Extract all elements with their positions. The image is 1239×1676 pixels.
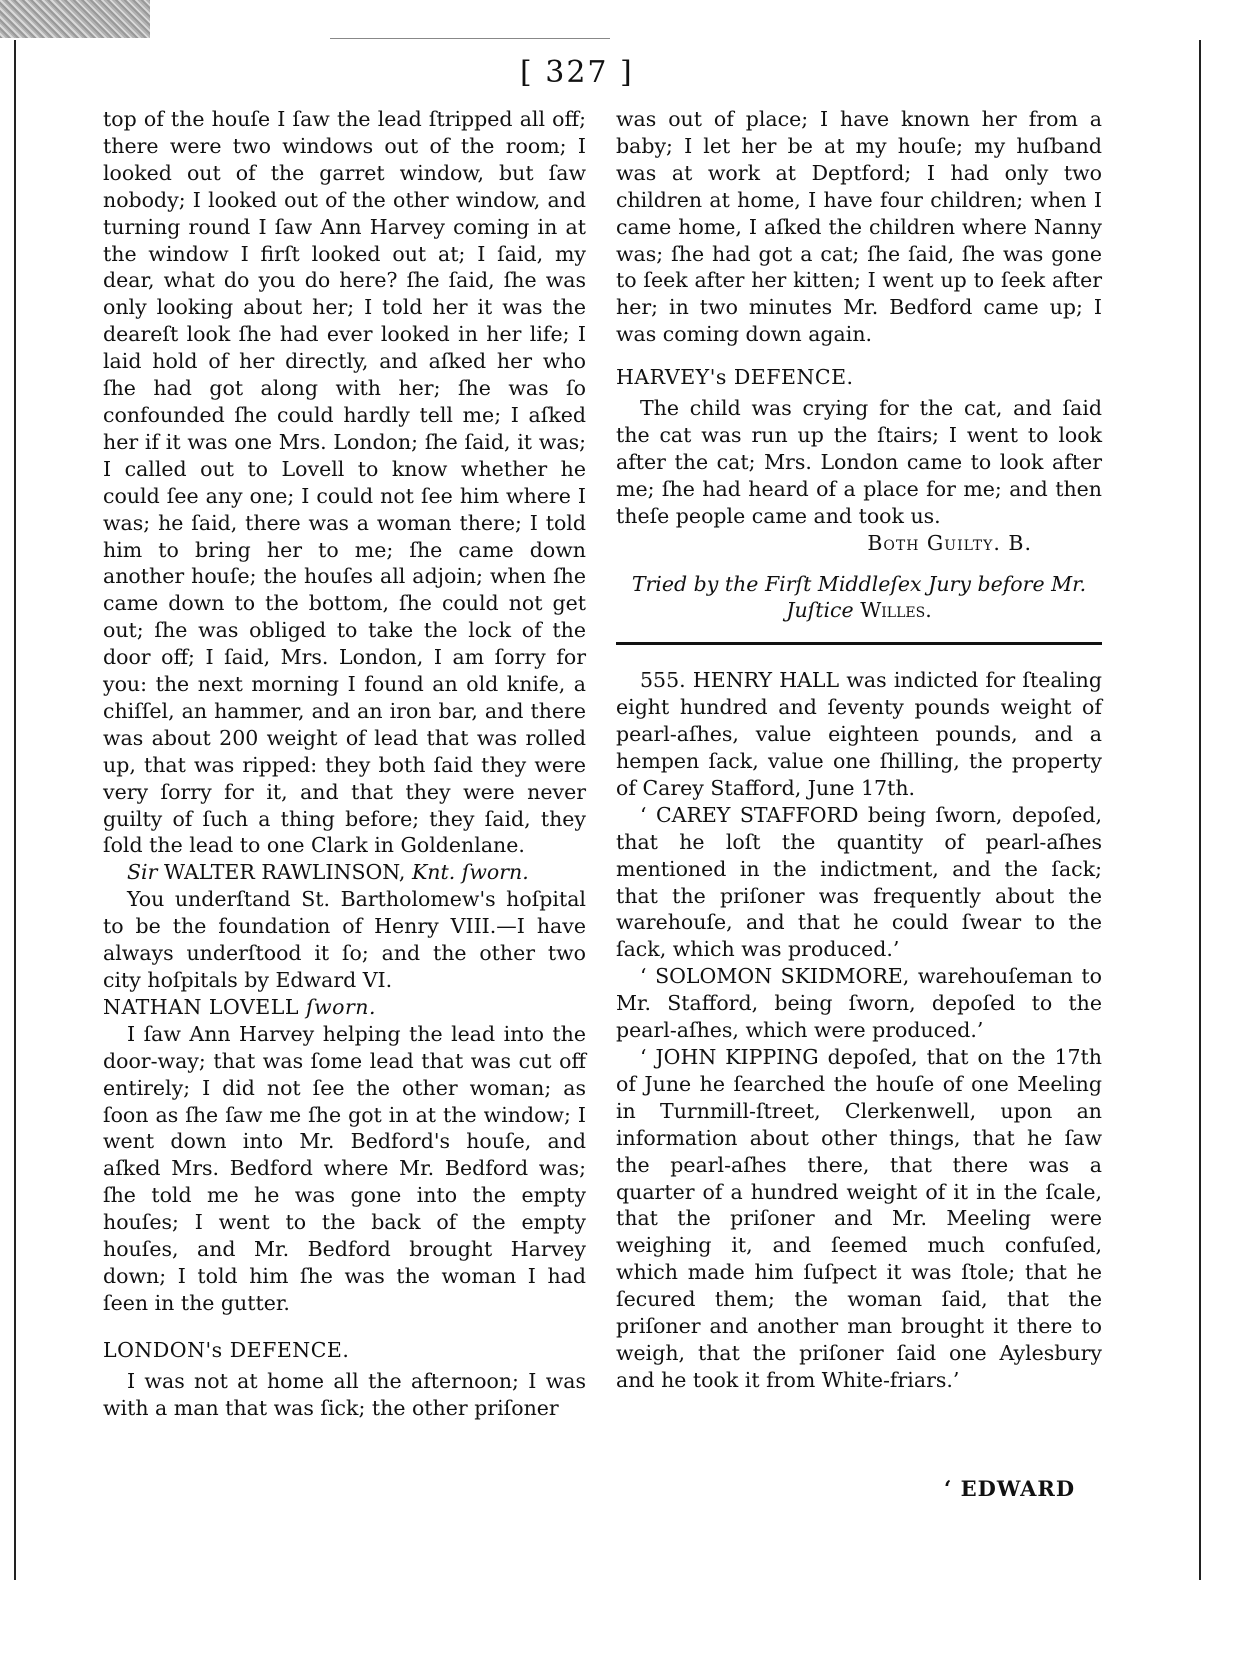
witness-sworn: Knt. ſworn.: [411, 860, 529, 885]
witness-testimony: You underſtand St. Bartholomew's hoſpital to be the foundation of Henry VIII.—I have always underſtood it ſo; and the other two city hoſpitals by Edward VI.: [103, 887, 586, 992]
deposition: ‘ SOLOMON SKIDMORE, warehouſeman to Mr. Stafford, being ſworn, depoſed to the pearl-aſhes, which were produced.’: [616, 964, 1102, 1043]
section-divider: [616, 642, 1102, 645]
witness-prefix: Sir: [127, 860, 158, 885]
witness-name: WALTER RAWLINSON,: [163, 860, 406, 885]
witness-heading: [103, 994, 586, 1021]
case-entry: [616, 667, 1102, 802]
deposition: ‘ JOHN KIPPING depoſed, that on the 17th of June he ſearched the houſe of one Meeling in Turnmill-ſtreet, Clerkenwell, upon an information about other things, that he ſaw the pearl-aſhes there, that there was a quarter of a hundred weight of it in the ſcale, that the priſoner and Mr. Meeling were weighing it, and ſeemed much confuſed, which made him ſuſpect it was ſtole; that he ſecured them; the woman ſaid, that the priſoner and another man brought it there to weigh, that the priſoner ſaid one Aylesbury and he took it from White-friars.’: [616, 1045, 1102, 1392]
verdict: Both Guilty. B.: [867, 530, 1032, 555]
court-line-2-italic: Juſtice: [786, 598, 854, 623]
court-line-1: Tried by the Firſt Middleſex Jury before Mr.: [631, 571, 1087, 596]
testimony-text: top of the houſe I ſaw the lead ſtripped all off; there were two windows out of the room; I looked out of the garret window, but ſaw nobody; I looked out of the other window, and turning round I ſaw Ann Harvey coming in at the window I firſt looked out at; I ſaid, my dear, what do you do here? ſhe ſaid, ſhe was only looking about her; I told her it was the deareſt look ſhe had ever looked in her life; I laid hold of her directly, and aſked her who ſhe had got along with her; ſhe was ſo confounded ſhe could hardly tell me; I aſked her if it was one Mrs. London; ſhe ſaid, it was; I called out to Lovell to know whether he could ſee any one; I could not ſee him where I was; he ſaid, there was a woman there; I told him to bring her to me; ſhe came down another houſe; the houſes all adjoin; when ſhe came down to the bottom, ſhe could not get out; ſhe was obliged to take the lock of the door off; I ſaid, Mrs. London, I am ſorry for you: the next morning I found an old knife, a chiſſel, an hammer, and an iron bar, and there was about 200 weight of lead that was rolled up, that was ripped: they both ſaid they were very ſorry for it, and that they were never guilty of ſuch a thing before; they ſaid, they ſold the lead to one Clark in Goldenlane.: [103, 107, 586, 858]
left-page-edge: [14, 40, 16, 1580]
witness-testimony: I ſaw Ann Harvey helping the lead into the door-way; that was ſome lead that was cut off entirely; I did not ſee the other woman; as ſoon as ſhe ſaw me ſhe got in at the window; I went down into Mr. Bedford's houſe, and aſked Mrs. Bedford where Mr. Bedford was; ſhe told me he was gone into the empty houſes; I went to the back of the empty houſes, and Mr. Bedford brought Harvey down; I told him ſhe was the woman I had ſeen in the gutter.: [103, 1021, 586, 1315]
defence-heading: LONDON's DEFENCE.: [103, 1337, 350, 1362]
page-number: [ 327 ]: [520, 55, 634, 90]
left-column: [103, 106, 586, 1422]
court-line: [616, 571, 1102, 625]
catchword: ‘ EDWARD: [944, 1476, 1076, 1501]
case-text: HENRY HALL was indicted for ſtealing eight hundred and ſeventy pounds weight of pearl-aſhes, value eighteen pounds, and a hempen ſack, value one ſhilling, the property of Carey Stafford, June 17th.: [616, 668, 1102, 800]
deposition: ‘ CAREY STAFFORD being ſworn, depoſed, that he loſt the quantity of pearl-aſhes mentioned in the indictment, and the ſack; that the priſoner was frequently about the warehouſe, and that he could ſwear to the ſack, which was produced.’: [616, 802, 1102, 962]
case-number: 555.: [640, 668, 686, 693]
right-column: [616, 106, 1102, 1394]
witness-name: NATHAN LOVELL: [103, 994, 299, 1019]
defence-text: The child was crying for the cat, and ſaid the cat was run up the ſtairs; I went to look after the cat; Mrs. London came to look after me; ſhe had heard of a place for me; and then theſe people came and took us.: [616, 396, 1102, 528]
right-page-edge: [1199, 40, 1201, 1580]
witness-sworn: ſworn.: [306, 994, 377, 1019]
defence-text-continued: was out of place; I have known her from a baby; I let her be at my houſe; my huſband was at work at Deptford; I had only two children at home, I have four children; when I came home, I aſked the children where Nanny was; ſhe had got a cat; ſhe ſaid, ſhe was gone to ſeek after her kitten; I went up to ſeek after her; in two minutes Mr. Bedford came up; I was coming down again.: [616, 107, 1102, 347]
judge-name: Willes.: [860, 598, 932, 623]
defence-heading: HARVEY's DEFENCE.: [616, 365, 854, 390]
witness-heading: [103, 859, 586, 886]
scan-artifact: [0, 0, 150, 38]
defence-text: I was not at home all the afternoon; I was with a man that was ſick; the other priſoner: [103, 1368, 586, 1420]
top-rule: [330, 38, 610, 39]
